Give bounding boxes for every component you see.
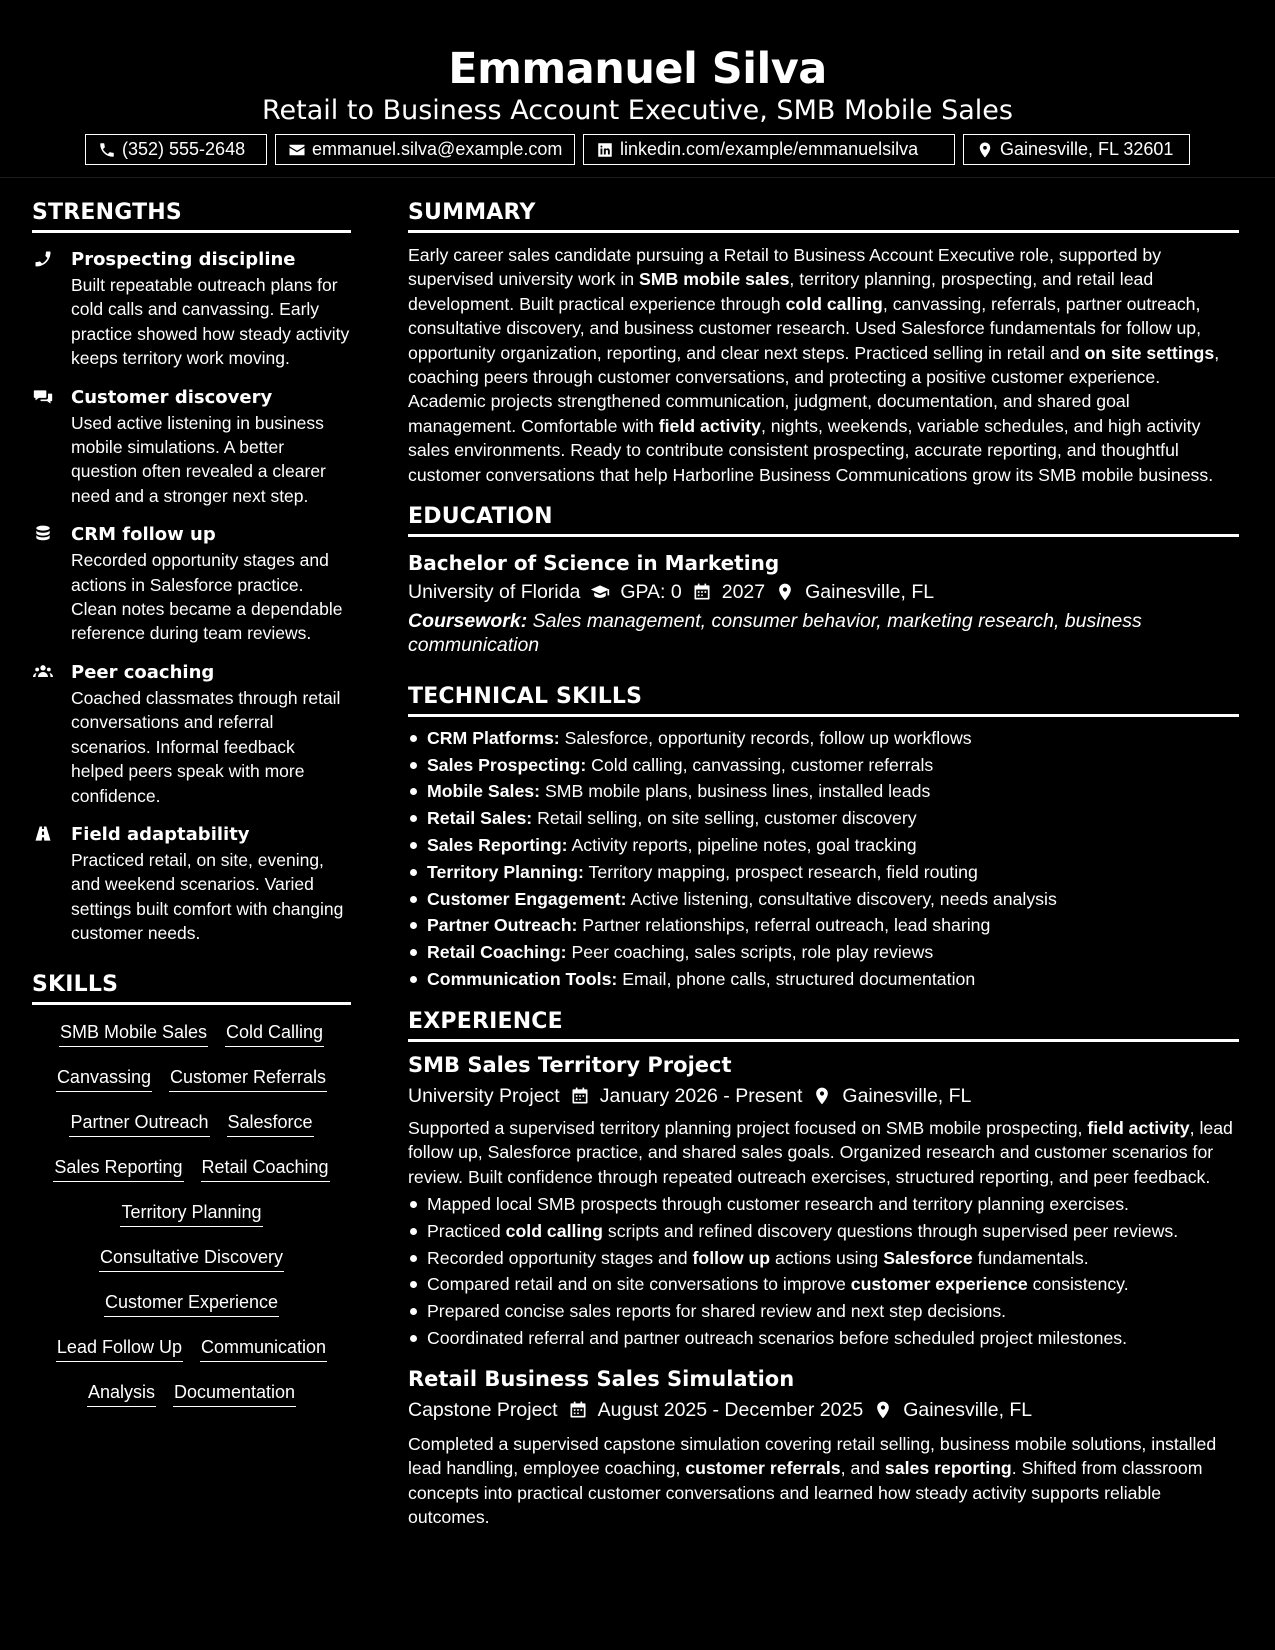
linkedin-text: linkedin.com/example/emmanuelsilva — [620, 139, 919, 159]
job-dates: January 2026 - Present — [599, 1084, 803, 1107]
list-item — [408, 805, 1239, 832]
education-heading: EDUCATION — [408, 500, 1239, 537]
phone-icon — [32, 249, 54, 269]
database-icon — [32, 524, 54, 544]
bullet-keyword: follow up — [692, 1247, 771, 1268]
list-item — [408, 725, 1239, 752]
skill-tag: Territory Planning — [120, 1199, 262, 1227]
contact-bar — [0, 134, 1275, 165]
location-text: Gainesville, FL 32601 — [1000, 139, 1174, 159]
skill-values: Partner relationships, referral outreach, lead sharing — [577, 915, 991, 936]
skill-category: Sales Reporting: — [427, 835, 568, 856]
bullet-text: consistency. — [1027, 1274, 1129, 1295]
list-item — [408, 966, 1239, 993]
summary-segment: , coaching peers through customer conversations, and protecting a positive customer experience. Academic projects strengthened communication, judgment, documentation, and shared goal management. Comfortable with — [408, 342, 1220, 436]
list-item — [408, 886, 1239, 913]
phone-contact[interactable] — [85, 134, 267, 165]
list-item — [408, 939, 1239, 966]
resume-header — [0, 0, 1275, 178]
job-description — [408, 1116, 1239, 1189]
graduation-cap-icon — [590, 582, 610, 602]
skill-tags — [32, 1019, 351, 1424]
strength-item — [32, 822, 351, 946]
skill-category: Customer Engagement: — [427, 888, 627, 909]
bullet-text: Practiced — [427, 1220, 506, 1241]
strength-item — [32, 660, 351, 808]
desc-segment: . Shifted from classroom concepts into practical customer conversations and learned how steady activity supports reliable outcomes. — [408, 1458, 1203, 1528]
strength-description: Recorded opportunity stages and actions in Salesforce practice. Clean notes became a dependable reference during team reviews. — [71, 550, 343, 644]
job-title: SMB Sales Territory Project — [408, 1052, 732, 1077]
list-item — [408, 859, 1239, 886]
candidate-name: Emmanuel Silva — [448, 44, 827, 94]
list-item — [408, 832, 1239, 859]
skills-heading: SKILLS — [32, 968, 351, 1005]
linkedin-icon — [596, 141, 614, 159]
bullet-text: Recorded opportunity stages and — [427, 1247, 693, 1268]
summary-keyword: SMB mobile sales — [639, 269, 790, 290]
bullet-keyword: cold calling — [505, 1220, 603, 1241]
education-location: Gainesville, FL — [805, 581, 935, 604]
list-item — [408, 1218, 1239, 1245]
skill-values: Retail selling, on site selling, customer discovery — [532, 808, 917, 829]
skill-category: Sales Prospecting: — [427, 754, 587, 775]
job-dates: August 2025 - December 2025 — [597, 1398, 864, 1421]
left-column — [32, 196, 351, 1424]
skill-tag: Cold Calling — [225, 1019, 324, 1047]
summary-keyword: cold calling — [785, 293, 883, 314]
coursework-label: Coursework: — [408, 610, 528, 633]
summary-segment: Early career sales candidate pursuing a Retail to Business Account Executive role, supported by supervised university work in — [408, 245, 1162, 290]
list-item — [408, 778, 1239, 805]
strength-description: Coached classmates through retail conversations and referral scenarios. Informal feedback helped peers speak with more confidence. — [71, 687, 341, 806]
list-item — [408, 1191, 1239, 1218]
skill-tag: Sales Reporting — [53, 1154, 183, 1182]
skill-values: Salesforce, opportunity records, follow up workflows — [559, 727, 972, 748]
map-marker-icon — [812, 1086, 832, 1106]
map-marker-icon — [873, 1400, 893, 1420]
skill-category: Retail Sales: — [427, 808, 533, 829]
bullet-text: scripts and refined discovery questions through supervised peer reviews. — [602, 1220, 1179, 1241]
calendar-icon — [692, 582, 712, 602]
strength-item — [32, 247, 351, 371]
summary-segment: , territory planning, prospecting, and retail lead development. Built practical experience through — [408, 269, 1154, 314]
list-item — [408, 912, 1239, 939]
skill-category: Mobile Sales: — [427, 781, 541, 802]
strength-title: Field adaptability — [71, 823, 250, 845]
skill-row — [32, 1064, 351, 1109]
strength-item — [32, 385, 351, 509]
job-meta — [408, 1394, 1239, 1426]
skill-tag: Communication — [200, 1334, 327, 1362]
skill-tag: Salesforce — [227, 1109, 314, 1137]
skill-row — [32, 1379, 351, 1424]
desc-keyword: field activity — [1087, 1117, 1190, 1138]
bullet-text: Mapped local SMB prospects through customer research and territory planning exercises. — [427, 1194, 1129, 1215]
phone-icon — [98, 141, 116, 159]
skill-values: Email, phone calls, structured documentation — [617, 969, 976, 990]
map-marker-icon — [976, 141, 994, 159]
bullet-text: Coordinated referral and partner outreach scenarios before scheduled project milestones. — [427, 1328, 1128, 1349]
strength-description: Built repeatable outreach plans for cold calls and canvassing. Early practice showed how steady activity keeps territory work moving. — [71, 275, 350, 369]
location-contact — [963, 134, 1190, 165]
envelope-icon — [288, 141, 306, 159]
skill-tag: Lead Follow Up — [56, 1334, 183, 1362]
desc-segment: Supported a supervised territory planning project focused on SMB mobile prospecting, — [408, 1117, 1088, 1138]
gpa: GPA: 0 — [620, 581, 682, 604]
map-marker-icon — [775, 582, 795, 602]
bullet-text: Compared retail and on site conversations to improve — [427, 1274, 851, 1295]
skill-tag: Documentation — [173, 1379, 296, 1407]
skill-values: Peer coaching, sales scripts, role play reviews — [566, 942, 934, 963]
summary-segment: , canvassing, referrals, partner outreach, consultative discovery, and business customer research. Used Salesforce fundamentals for follow up, opportunity organization, reporting, and clear next steps. Practiced selling in retail and — [408, 293, 1202, 363]
job-location: Gainesville, FL — [903, 1398, 1033, 1421]
skill-row — [32, 1019, 351, 1064]
phone-text: (352) 555-2648 — [122, 139, 246, 159]
education-meta — [408, 577, 1239, 607]
strength-description: Used active listening in business mobile simulations. A better question often revealed a clearer need and a stronger next step. — [71, 412, 326, 506]
bullet-keyword: customer experience — [850, 1274, 1028, 1295]
job-title: Retail Business Sales Simulation — [408, 1366, 795, 1391]
users-icon — [32, 662, 54, 682]
skill-tag: SMB Mobile Sales — [59, 1019, 208, 1047]
email-contact[interactable] — [275, 134, 575, 165]
email-text: emmanuel.silva@example.com — [312, 139, 563, 159]
summary-segment: , nights, weekends, variable schedules, and high activity sales environments. Ready to contribute consistent prospecting, accurate reporting, and thoughtful customer conversations that help Harborline Business Communications grow its SMB mobile business. — [408, 415, 1214, 485]
list-item — [408, 1271, 1239, 1298]
skill-category: CRM Platforms: — [427, 727, 560, 748]
skill-row — [32, 1334, 351, 1379]
skill-category: Communication Tools: — [427, 969, 618, 990]
road-icon — [32, 824, 54, 844]
linkedin-contact[interactable] — [583, 134, 955, 165]
strength-title: Peer coaching — [71, 661, 215, 683]
bullet-text: actions using — [770, 1247, 884, 1268]
bullet-text: Prepared concise sales reports for shared review and next step decisions. — [427, 1301, 1007, 1322]
job-description — [408, 1432, 1239, 1530]
skill-values: Active listening, consultative discovery, needs analysis — [626, 888, 1057, 909]
calendar-icon — [570, 1086, 590, 1106]
skill-tag: Customer Referrals — [169, 1064, 327, 1092]
calendar-icon — [568, 1400, 588, 1420]
summary-heading: SUMMARY — [408, 196, 1239, 233]
summary-keyword: field activity — [658, 415, 761, 436]
desc-segment: , and — [840, 1458, 885, 1479]
experience-entry — [408, 1050, 1239, 1352]
strength-title: CRM follow up — [71, 524, 216, 546]
experience-entry — [408, 1364, 1239, 1530]
skill-category: Territory Planning: — [427, 861, 584, 882]
experience-heading: EXPERIENCE — [408, 1005, 1239, 1042]
skill-tag: Canvassing — [56, 1064, 152, 1092]
skill-tag: Consultative Discovery — [99, 1244, 284, 1272]
degree-title: Bachelor of Science in Marketing — [408, 551, 780, 576]
graduation-year: 2027 — [721, 581, 766, 604]
skill-values: Cold calling, canvassing, customer referrals — [586, 754, 934, 775]
skill-tag: Customer Experience — [104, 1289, 279, 1317]
summary-text — [408, 243, 1239, 487]
desc-keyword: customer referrals — [685, 1458, 841, 1479]
candidate-title: Retail to Business Account Executive, SMB Mobile Sales — [262, 95, 1013, 126]
strength-description: Practiced retail, on site, evening, and weekend scenarios. Varied settings built comfort with changing customer needs. — [71, 849, 344, 944]
summary-keyword: on site settings — [1084, 342, 1215, 363]
skill-values: Territory mapping, prospect research, field routing — [583, 861, 978, 882]
list-item — [408, 1245, 1239, 1272]
right-column — [408, 196, 1239, 1529]
skill-tag: Analysis — [87, 1379, 156, 1407]
technical-skills-heading: TECHNICAL SKILLS — [408, 680, 1239, 717]
strengths-heading: STRENGTHS — [32, 196, 351, 233]
skill-category: Partner Outreach: — [427, 915, 578, 936]
technical-skills-list — [408, 725, 1239, 993]
skill-row — [32, 1109, 351, 1154]
job-organization: University Project — [408, 1084, 560, 1107]
job-bullets — [408, 1191, 1239, 1352]
list-item — [408, 1325, 1239, 1352]
skill-row — [32, 1199, 351, 1244]
desc-segment: Completed a supervised capstone simulation covering retail selling, business mobile solutions, installed lead handling, employee coaching, — [408, 1433, 1217, 1479]
list-item — [408, 752, 1239, 779]
strength-item — [32, 522, 351, 646]
strength-title: Prospecting discipline — [71, 249, 296, 270]
desc-keyword: sales reporting — [884, 1458, 1012, 1479]
skill-category: Retail Coaching: — [427, 942, 567, 963]
desc-segment: , lead follow up, Salesforce practice, and shared sales goals. Organized research and customer scenarios for review. Built confidence through repeated outreach exercises, structured reporting, and peer feedback. — [408, 1117, 1233, 1187]
skill-row — [32, 1244, 351, 1289]
skill-row — [32, 1289, 351, 1334]
coursework — [408, 609, 1239, 658]
skill-values: Activity reports, pipeline notes, goal tracking — [567, 835, 917, 856]
job-meta — [408, 1080, 1239, 1112]
list-item — [408, 1298, 1239, 1325]
bullet-text: fundamentals. — [972, 1247, 1089, 1268]
skill-tag: Retail Coaching — [201, 1154, 330, 1182]
school-name: University of Florida — [408, 581, 581, 604]
coursework-text: Sales management, consumer behavior, marketing research, business communication — [408, 610, 1142, 657]
bullet-keyword: Salesforce — [883, 1247, 973, 1268]
job-organization: Capstone Project — [408, 1398, 558, 1421]
job-location: Gainesville, FL — [842, 1084, 972, 1107]
strength-title: Customer discovery — [71, 386, 273, 408]
skill-tag: Partner Outreach — [69, 1109, 209, 1137]
skill-values: SMB mobile plans, business lines, installed leads — [540, 781, 931, 802]
comments-icon — [32, 387, 54, 407]
skill-row — [32, 1154, 351, 1199]
